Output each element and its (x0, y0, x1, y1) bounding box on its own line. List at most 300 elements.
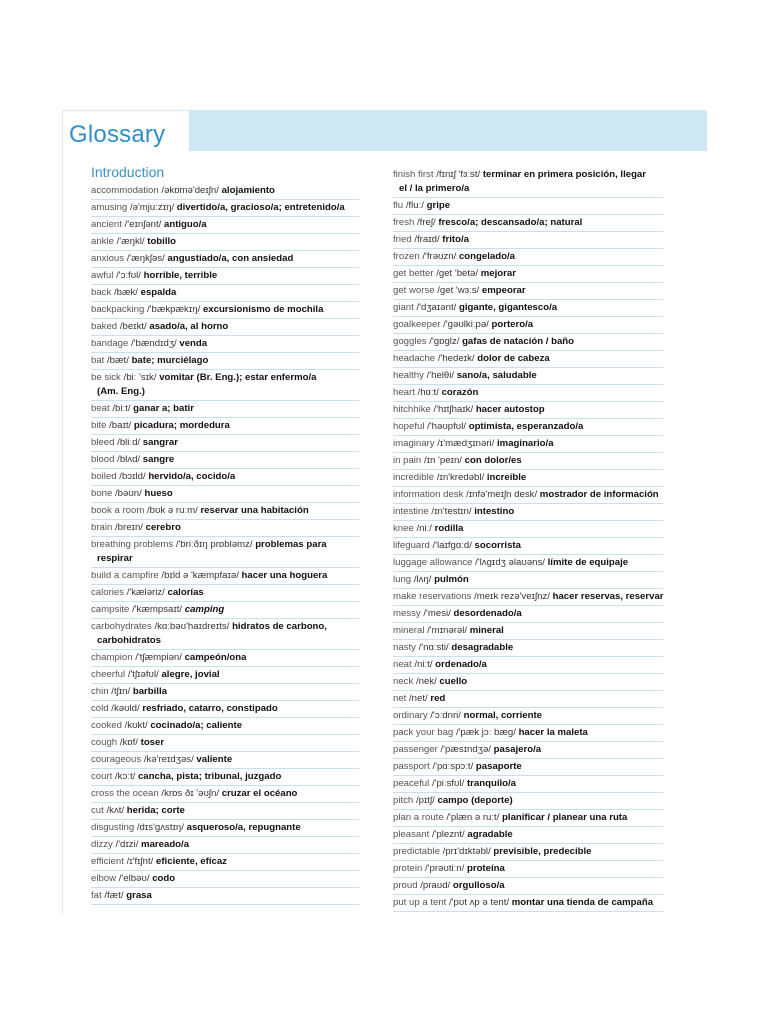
entry-translation: previsible, predecible (493, 846, 592, 857)
entry-translation: hacer autostop (475, 404, 545, 415)
entry-translation: desagradable (451, 642, 514, 653)
entry-pronunciation: /kʌt/ (106, 805, 125, 816)
entry-translation: angustiado/a, con ansiedad (167, 253, 294, 264)
entry-translation: valiente (196, 754, 233, 765)
glossary-entry (91, 854, 359, 871)
entry-pronunciation: /'pleznt/ (431, 829, 465, 840)
glossary-entry (91, 820, 359, 837)
entry-pronunciation: /kɔːt/ (115, 771, 136, 782)
entry-translation: tranquilo/a (466, 778, 517, 789)
entry-term: bleed (91, 437, 115, 448)
entry-translation: sangre (142, 454, 175, 465)
entry-pronunciation: /bæt/ (107, 355, 129, 366)
glossary-entry (91, 888, 359, 905)
entry-translation: reservar una habitación (200, 505, 309, 516)
glossary-entry (91, 585, 359, 602)
glossary-entry (91, 667, 359, 684)
entry-pronunciation: /fluː/ (405, 200, 424, 211)
entry-term: efficient (91, 856, 124, 867)
entry-pronunciation: /beɪkt/ (119, 321, 147, 332)
entry-pronunciation: /'lʌgɪdʒ əlaʊəns/ (475, 557, 545, 568)
entry-translation: pasajero/a (493, 744, 542, 755)
entry-pronunciation: /kɑːbəʊ'haɪdreɪts/ (154, 621, 230, 632)
entry-term: predictable (393, 846, 440, 857)
entry-pronunciation: /'elbəʊ/ (118, 873, 150, 884)
entry-translation: hervido/a, cocido/a (148, 471, 236, 482)
right-column (393, 167, 663, 912)
entry-pronunciation: /ɪnfə'meɪʃn desk/ (466, 489, 538, 500)
entry-translation: portero/a (491, 319, 534, 330)
entry-term: be sick (91, 372, 121, 383)
entry-pronunciation: /'laɪfgɑːd/ (432, 540, 472, 551)
glossary-entry (393, 385, 663, 402)
glossary-entry (393, 640, 663, 657)
glossary-entry (91, 803, 359, 820)
glossary-entry (91, 602, 359, 619)
glossary-entry (91, 302, 359, 319)
entry-pronunciation: /niːt/ (414, 659, 433, 670)
glossary-entry (91, 871, 359, 888)
entry-term: neck (393, 676, 414, 687)
entry-term: ordinary (393, 710, 428, 721)
page-title: Glossary (69, 121, 166, 148)
glossary-entry (393, 283, 663, 300)
glossary-entry (393, 878, 663, 895)
entry-translation: vomitar (Br. Eng.); estar enfermo/a (159, 372, 317, 383)
entry-term: information desk (393, 489, 464, 500)
entry-pronunciation: /kɒf/ (119, 737, 138, 748)
entry-translation: rodilla (434, 523, 464, 534)
entry-pronunciation: /'kæləriz/ (126, 587, 165, 598)
entry-translation: sano/a, saludable (456, 370, 537, 381)
entry-pronunciation: /krɒs ðɪ 'əʊʃn/ (161, 788, 220, 799)
entry-term: awful (91, 270, 114, 281)
entry-term: hitchhike (393, 404, 431, 415)
glossary-entry (91, 401, 359, 418)
entry-pronunciation: /'gəʊlkiːpə/ (443, 319, 489, 330)
glossary-entry (393, 470, 663, 487)
entry-term: bite (91, 420, 107, 431)
glossary-entry (393, 776, 663, 793)
entry-pronunciation: /ɪn 'peɪn/ (423, 455, 462, 466)
entry-term: breathing problems (91, 539, 174, 550)
entry-translation-continued: carbohidratos (97, 635, 161, 646)
entry-pronunciation: /bliːd/ (117, 437, 141, 448)
entry-pronunciation: /fraɪd/ (414, 234, 440, 245)
entry-term: passenger (393, 744, 438, 755)
glossary-entry (393, 300, 663, 317)
glossary-entry (91, 469, 359, 486)
entry-translation: asado/a, al horno (149, 321, 229, 332)
entry-term: incredible (393, 472, 435, 483)
entry-pronunciation: /fɪnɪʃ 'fɜːst/ (436, 169, 481, 180)
entry-translation: picadura; mordedura (133, 420, 230, 431)
entry-term: cheerful (91, 669, 126, 680)
entry-term: make reservations (393, 591, 472, 602)
entry-term: backpacking (91, 304, 145, 315)
glossary-entry (393, 759, 663, 776)
glossary-entry (91, 735, 359, 752)
entry-term: bandage (91, 338, 129, 349)
glossary-entry (393, 504, 663, 521)
entry-term: peaceful (393, 778, 430, 789)
entry-term: cross the ocean (91, 788, 159, 799)
entry-term: ancient (91, 219, 122, 230)
entry-pronunciation: /biː 'sɪk/ (123, 372, 157, 383)
glossary-entry (393, 725, 663, 742)
entry-pronunciation: /get 'betə/ (436, 268, 479, 279)
entry-translation: cancha, pista; tribunal, juzgado (137, 771, 282, 782)
glossary-entry (393, 232, 663, 249)
entry-term: goggles (393, 336, 427, 347)
entry-translation: alegre, jovial (161, 669, 220, 680)
entry-term: plan a route (393, 812, 444, 823)
glossary-entry (393, 810, 663, 827)
entry-translation: hueso (144, 488, 173, 499)
entry-term: nasty (393, 642, 416, 653)
glossary-entry (393, 167, 663, 198)
entry-pronunciation: /'kæmpsaɪt/ (132, 604, 183, 615)
glossary-entry (91, 503, 359, 520)
entry-term: hopeful (393, 421, 425, 432)
entry-translation: con dolor/es (464, 455, 522, 466)
glossary-entry (91, 718, 359, 735)
entry-pronunciation: /'həʊpfʊl/ (427, 421, 467, 432)
title-band (189, 111, 707, 151)
entry-translation: agradable (467, 829, 513, 840)
entry-term: imaginary (393, 438, 435, 449)
entry-pronunciation: /'pʊt ʌp ə tent/ (449, 897, 510, 908)
glossary-entry (393, 402, 663, 419)
entry-term: intestine (393, 506, 429, 517)
entry-pronunciation: /'bændɪdʒ/ (131, 338, 177, 349)
entry-pronunciation: /blʌd/ (117, 454, 141, 465)
entry-pronunciation: /'plæn ə ruːt/ (446, 812, 500, 823)
entry-term: disgusting (91, 822, 135, 833)
entry-pronunciation: /bɔɪld/ (119, 471, 146, 482)
entry-pronunciation: /praʊd/ (420, 880, 451, 891)
glossary-entry (393, 198, 663, 215)
entry-pronunciation: /kə'reɪdʒəs/ (143, 754, 194, 765)
entry-translation: mejorar (480, 268, 516, 279)
glossary-entry (393, 844, 663, 861)
entry-translation: hacer reservas, reservar (552, 591, 664, 602)
entry-pronunciation: /'prəʊtiːn/ (425, 863, 465, 874)
entry-pronunciation: /hɑːt/ (417, 387, 439, 398)
entry-term: baked (91, 321, 118, 332)
entry-translation: horrible, terrible (143, 270, 218, 281)
entry-term: anxious (91, 253, 125, 264)
entry-pronunciation: /'dɪzi/ (115, 839, 139, 850)
entry-term: luggage allowance (393, 557, 473, 568)
entry-translation: cerebro (145, 522, 181, 533)
entry-term: passport (393, 761, 430, 772)
entry-translation: hacer una hoguera (241, 570, 328, 581)
glossary-entry (91, 353, 359, 370)
entry-pronunciation: /bʊk ə ruːm/ (147, 505, 198, 516)
entry-translation-continued: el / la primero/a (399, 183, 470, 194)
entry-translation: sangrar (142, 437, 178, 448)
entry-translation: bate; murciélago (131, 355, 209, 366)
glossary-entry (91, 251, 359, 268)
entry-term: neat (393, 659, 412, 670)
entry-translation: congelado/a (458, 251, 515, 262)
entry-pronunciation: /lʌŋ/ (413, 574, 432, 585)
entry-pronunciation: /bæk/ (113, 287, 138, 298)
glossary-entry (91, 435, 359, 452)
entry-pronunciation: /ə'mjuːzɪŋ/ (129, 202, 175, 213)
entry-translation: tobillo (147, 236, 177, 247)
glossary-entry (91, 452, 359, 469)
entry-translation: eficiente, eficaz (156, 856, 227, 867)
entry-term: carbohydrates (91, 621, 152, 632)
entry-translation: red (430, 693, 446, 704)
left-column (91, 163, 359, 905)
entry-pronunciation: /'eɪnʃənt/ (124, 219, 162, 230)
glossary-entry (91, 537, 359, 568)
entry-translation: normal, corriente (463, 710, 543, 721)
glossary-entry (393, 453, 663, 470)
entry-pronunciation: /'nɑːsti/ (418, 642, 449, 653)
entry-translation: grasa (126, 890, 152, 901)
entry-term: champion (91, 652, 133, 663)
entry-translation: montar una tienda de campaña (511, 897, 654, 908)
glossary-entry (393, 317, 663, 334)
entry-pronunciation: /prɪ'dɪktəbl/ (442, 846, 491, 857)
entry-translation: codo (152, 873, 176, 884)
glossary-entry (393, 487, 663, 504)
entry-translation: empeorar (481, 285, 526, 296)
entry-translation: pasaporte (475, 761, 522, 772)
entry-pronunciation: /baɪt/ (109, 420, 132, 431)
entry-translation: camping (184, 604, 225, 615)
entry-pronunciation: /ɪn'testɪn/ (431, 506, 472, 517)
entry-term: headache (393, 353, 436, 364)
glossary-entry (91, 200, 359, 217)
entry-pronunciation: /'bækpækɪŋ/ (147, 304, 201, 315)
entry-term: dizzy (91, 839, 113, 850)
entry-pronunciation: /'briːðɪŋ prɒbləmz/ (175, 539, 253, 550)
entry-term: accommodation (91, 185, 159, 196)
entry-translation: mareado/a (141, 839, 190, 850)
entry-translation: espalda (140, 287, 177, 298)
entry-translation: socorrista (474, 540, 521, 551)
glossary-entry (393, 555, 663, 572)
glossary-entry (393, 334, 663, 351)
entry-translation: campeón/ona (184, 652, 247, 663)
glossary-entry (393, 657, 663, 674)
entry-term: pleasant (393, 829, 430, 840)
entry-term: goalkeeper (393, 319, 441, 330)
left-entry-list (91, 183, 359, 905)
glossary-entry (393, 793, 663, 810)
glossary-entry (393, 215, 663, 232)
glossary-entry (393, 623, 663, 640)
entry-term: pitch (393, 795, 414, 806)
glossary-entry (91, 684, 359, 701)
entry-translation: orgulloso/a (452, 880, 505, 891)
entry-pronunciation: /bəʊn/ (115, 488, 142, 499)
glossary-entry (91, 520, 359, 537)
entry-term: cold (91, 703, 109, 714)
entry-pronunciation: /'tʃɪəfʊl/ (127, 669, 159, 680)
glossary-entry (91, 183, 359, 200)
entry-term: get better (393, 268, 434, 279)
entry-term: fat (91, 890, 102, 901)
glossary-entry (393, 572, 663, 589)
entry-term: campsite (91, 604, 130, 615)
entry-translation: ganar a; batir (133, 403, 194, 414)
entry-translation: terminar en primera posición, llegar (482, 169, 647, 180)
entry-term: lung (393, 574, 412, 585)
glossary-entry (91, 619, 359, 650)
entry-term: pack your bag (393, 727, 454, 738)
glossary-entry (393, 674, 663, 691)
entry-term: court (91, 771, 113, 782)
entry-translation: cuello (439, 676, 468, 687)
entry-pronunciation: /'mesi/ (423, 608, 451, 619)
entry-pronunciation: /biːt/ (112, 403, 131, 414)
entry-translation-continued: respirar (97, 553, 133, 564)
entry-pronunciation: /fæt/ (104, 890, 124, 901)
entry-translation: calorías (167, 587, 204, 598)
entry-pronunciation: /kʊkt/ (124, 720, 148, 731)
glossary-entry (91, 418, 359, 435)
glossary-entry (393, 351, 663, 368)
glossary-entry (393, 538, 663, 555)
glossary-entry (91, 336, 359, 353)
entry-translation: corazón (441, 387, 479, 398)
entry-pronunciation: /ɪ'fɪʃnt/ (126, 856, 154, 867)
entry-pronunciation: /dɪs'gʌstɪŋ/ (136, 822, 184, 833)
entry-pronunciation: /'piːsfʊl/ (431, 778, 465, 789)
entry-term: put up a tent (393, 897, 447, 908)
entry-pronunciation: /tʃɪn/ (111, 686, 131, 697)
entry-pronunciation: /'helθi/ (426, 370, 455, 381)
entry-translation: hacer la maleta (518, 727, 588, 738)
entry-translation: optimista, esperanzado/a (468, 421, 584, 432)
entry-term: in pain (393, 455, 422, 466)
entry-translation: imaginario/a (497, 438, 554, 449)
entry-translation: toser (140, 737, 165, 748)
entry-translation: hidratos de carbono, (232, 621, 327, 632)
entry-term: book a room (91, 505, 145, 516)
entry-term: amusing (91, 202, 128, 213)
entry-term: fried (393, 234, 412, 245)
entry-pronunciation: /'æŋkl/ (116, 236, 145, 247)
entry-term: brain (91, 522, 113, 533)
entry-term: giant (393, 302, 414, 313)
entry-pronunciation: /'pæsɪndʒə/ (440, 744, 491, 755)
entry-translation: gafas de natación / baño (462, 336, 575, 347)
entry-term: elbow (91, 873, 117, 884)
entry-term: mineral (393, 625, 425, 636)
glossary-entry (91, 837, 359, 854)
glossary-entry (91, 234, 359, 251)
entry-translation: venda (179, 338, 208, 349)
entry-pronunciation: /meɪk rezə'veɪʃnz/ (474, 591, 550, 602)
entry-term: fresh (393, 217, 415, 228)
entry-translation: cruzar el océano (221, 788, 298, 799)
entry-term: boiled (91, 471, 117, 482)
entry-translation: gigante, gigantesco/a (458, 302, 558, 313)
entry-translation: resfriado, catarro, constipado (142, 703, 278, 714)
glossary-entry (91, 370, 359, 401)
entry-translation: ordenado/a (435, 659, 487, 670)
entry-pronunciation: /bɪld ə 'kæmpfaɪə/ (161, 570, 239, 581)
entry-term: cut (91, 805, 104, 816)
entry-pronunciation: /'tʃæmpiən/ (135, 652, 182, 663)
entry-pronunciation: /ɪn'kredəbl/ (436, 472, 485, 483)
entry-term: build a campfire (91, 570, 159, 581)
entry-translation-continued: (Am. Eng.) (97, 386, 145, 397)
entry-term: finish first (393, 169, 434, 180)
glossary-entry (91, 217, 359, 234)
entry-term: heart (393, 387, 415, 398)
glossary-entry (393, 691, 663, 708)
section-heading: Introduction (91, 164, 165, 180)
entry-translation: mostrador de información (539, 489, 659, 500)
entry-translation: antiguo/a (164, 219, 207, 230)
glossary-entry (393, 742, 663, 759)
glossary-entry (393, 606, 663, 623)
entry-translation: frito/a (442, 234, 469, 245)
entry-pronunciation: /'gɒglz/ (429, 336, 460, 347)
entry-pronunciation: /kəʊld/ (111, 703, 140, 714)
glossary-entry (393, 589, 663, 606)
entry-term: messy (393, 608, 421, 619)
entry-translation: límite de equipaje (547, 557, 629, 568)
entry-term: flu (393, 200, 404, 211)
entry-translation: alojamiento (221, 185, 275, 196)
glossary-entry (91, 701, 359, 718)
entry-translation: gripe (426, 200, 451, 211)
right-entry-list (393, 167, 663, 912)
entry-translation: proteína (466, 863, 505, 874)
entry-term: courageous (91, 754, 142, 765)
entry-translation: dolor de cabeza (477, 353, 550, 364)
entry-term: knee (393, 523, 414, 534)
entry-term: lifeguard (393, 540, 430, 551)
entry-term: cooked (91, 720, 122, 731)
entry-term: beat (91, 403, 110, 414)
glossary-entry (393, 521, 663, 538)
entry-translation: increíble (486, 472, 527, 483)
entry-translation: pulmón (434, 574, 469, 585)
glossary-entry (393, 249, 663, 266)
glossary-entry (91, 486, 359, 503)
glossary-entry (393, 827, 663, 844)
entry-translation: desordenado/a (453, 608, 522, 619)
entry-pronunciation: /əkɒmə'deɪʃn/ (161, 185, 219, 196)
entry-term: proud (393, 880, 418, 891)
entry-term: back (91, 287, 112, 298)
entry-pronunciation: /'pæk jɔː bæg/ (455, 727, 516, 738)
entry-pronunciation: /get 'wɜːs/ (437, 285, 480, 296)
entry-pronunciation: /'mɪnərəl/ (427, 625, 468, 636)
entry-term: calories (91, 587, 125, 598)
entry-translation: barbilla (132, 686, 167, 697)
glossary-entry (91, 319, 359, 336)
title-bar (63, 111, 707, 151)
entry-translation: problemas para (255, 539, 327, 550)
entry-translation: excursionismo de mochila (202, 304, 324, 315)
entry-term: get worse (393, 285, 435, 296)
glossary-entry (91, 568, 359, 585)
entry-term: frozen (393, 251, 420, 262)
entry-term: bat (91, 355, 105, 366)
entry-translation: fresco/a; descansado/a; natural (438, 217, 583, 228)
